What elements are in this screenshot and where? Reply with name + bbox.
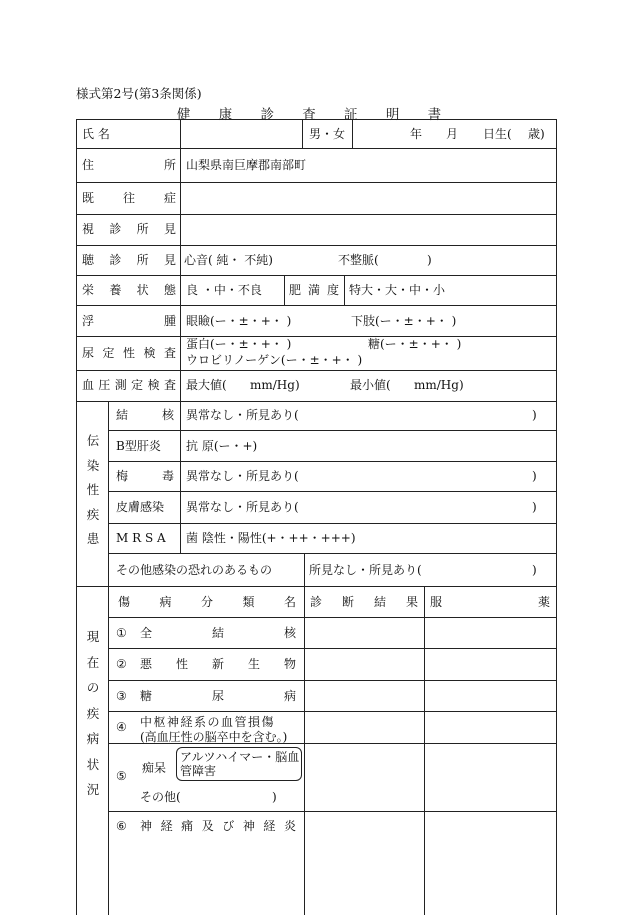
hepatitis-b-value[interactable]: 抗 原(ー・+) xyxy=(186,439,258,453)
other-infection-label: その他感染の恐れのあるもの xyxy=(116,563,273,577)
auscultation-label: 聴 診 所 見 xyxy=(82,253,176,267)
item-2-label: 悪 性 新 生 物 xyxy=(140,657,296,671)
visual-exam-label: 視 診 所 見 xyxy=(82,222,176,236)
eyelid-edema[interactable]: 眼瞼(ー・±・+・ ) xyxy=(186,314,292,328)
bp-max-unit[interactable]: mm/Hg) xyxy=(250,378,300,392)
form-title: 健 康 診 査 証 明 書 xyxy=(176,107,454,123)
item-1-number: ① xyxy=(116,626,127,640)
current-disease-label: 現 在 の 疾 病 状 況 xyxy=(86,629,100,797)
tuberculosis-label: 結 核 xyxy=(116,408,174,422)
item-5-number: ⑤ xyxy=(116,769,127,783)
item-3-label: 糖 尿 病 xyxy=(140,689,296,703)
health-certificate-form xyxy=(76,119,556,915)
bp-min-unit[interactable]: mm/Hg) xyxy=(414,378,464,392)
hepatitis-b-label: B型肝炎 xyxy=(116,439,161,453)
item-5-brace-line1[interactable]: アルツハイマー・脳血 xyxy=(180,750,300,764)
item-1-label: 全 結 核 xyxy=(140,626,296,640)
urobilinogen[interactable]: ウロビリノーゲン(ー・±・+・ ) xyxy=(186,353,363,367)
item-5-other[interactable]: その他( xyxy=(140,790,181,804)
skin-infection-close: ) xyxy=(532,500,537,514)
name-label: 氏 名 xyxy=(82,127,110,141)
item-4-number: ④ xyxy=(116,720,127,734)
bp-max-label: 最大値( xyxy=(186,378,227,392)
item-5-label: 痴呆 xyxy=(142,761,167,775)
item-5-other-close: ) xyxy=(272,790,277,804)
tuberculosis-value[interactable]: 異常なし・所見あり( xyxy=(186,408,299,422)
sex-options[interactable]: 男・女 xyxy=(309,127,346,141)
other-infection-close: ) xyxy=(532,563,537,577)
col-medication-header: 服 薬 xyxy=(430,595,550,609)
item-6-label: 神 経 痛 及 び 神 経 炎 xyxy=(140,819,296,833)
urine-protein[interactable]: 蛋白(ー・±・+・ ) xyxy=(186,337,292,351)
syphilis-label: 梅 毒 xyxy=(116,469,174,483)
birth-day-label: 日生( xyxy=(483,127,512,141)
tuberculosis-close: ) xyxy=(532,408,537,422)
urine-test-label: 尿 定 性 検 査 xyxy=(82,346,176,360)
item-6-number: ⑥ xyxy=(116,819,127,833)
infectious-disease-label: 伝 染 性 疾 患 xyxy=(86,433,100,546)
col-disease-header: 傷 病 分 類 名 xyxy=(118,595,296,609)
birth-month-label: 月 xyxy=(446,127,459,141)
urine-sugar[interactable]: 糖(ー・±・+・ ) xyxy=(368,337,462,351)
other-infection-value[interactable]: 所見なし・所見あり( xyxy=(309,563,422,577)
nutrition-label: 栄 養 状 態 xyxy=(82,283,176,297)
age-suffix: 歳) xyxy=(528,127,545,141)
mrsa-value[interactable]: 菌 陰性・陽性(+・++・+++) xyxy=(186,531,356,545)
item-3-number: ③ xyxy=(116,689,127,703)
edema-label: 浮 腫 xyxy=(82,314,176,328)
nutrition-value[interactable]: 良 ・中・不良 xyxy=(186,283,262,297)
address-label: 住 所 xyxy=(82,158,176,172)
birth-year-label: 年 xyxy=(410,127,423,141)
address-value[interactable]: 山梨県南巨摩郡南部町 xyxy=(186,158,307,172)
item-2-number: ② xyxy=(116,657,127,671)
skin-infection-label: 皮膚感染 xyxy=(116,500,165,514)
bp-min-label: 最小値( xyxy=(350,378,391,392)
item-4-sub: (高血圧性の脳卒中を含む。) xyxy=(140,730,288,744)
item-4-label: 中枢神経系の血管損傷 xyxy=(140,715,276,729)
blood-pressure-label: 血 圧 測 定 検 査 xyxy=(82,378,176,392)
medical-history-field[interactable] xyxy=(186,191,546,205)
arrhythmia-close: ) xyxy=(427,253,432,267)
lower-limb-edema[interactable]: 下肢(ー・±・+・ ) xyxy=(351,314,457,328)
obesity-value[interactable]: 特大・大・中・小 xyxy=(349,283,446,297)
skin-infection-value[interactable]: 異常なし・所見あり( xyxy=(186,500,299,514)
mrsa-label: M R S A xyxy=(116,531,166,545)
medical-history-label: 既 往 症 xyxy=(82,191,176,205)
col-result-header: 診 断 結 果 xyxy=(310,595,418,609)
obesity-label: 肥 満 度 xyxy=(289,283,339,297)
item-5-brace-line2[interactable]: 管障害 xyxy=(180,764,217,778)
syphilis-value[interactable]: 異常なし・所見あり( xyxy=(186,469,299,483)
syphilis-close: ) xyxy=(532,469,537,483)
form-number: 様式第2号(第3条関係) xyxy=(76,86,202,101)
arrhythmia[interactable]: 不整脈( xyxy=(338,253,379,267)
visual-exam-field[interactable] xyxy=(186,222,546,236)
heart-sound[interactable]: 心音( 純・ 不純) xyxy=(184,253,273,267)
